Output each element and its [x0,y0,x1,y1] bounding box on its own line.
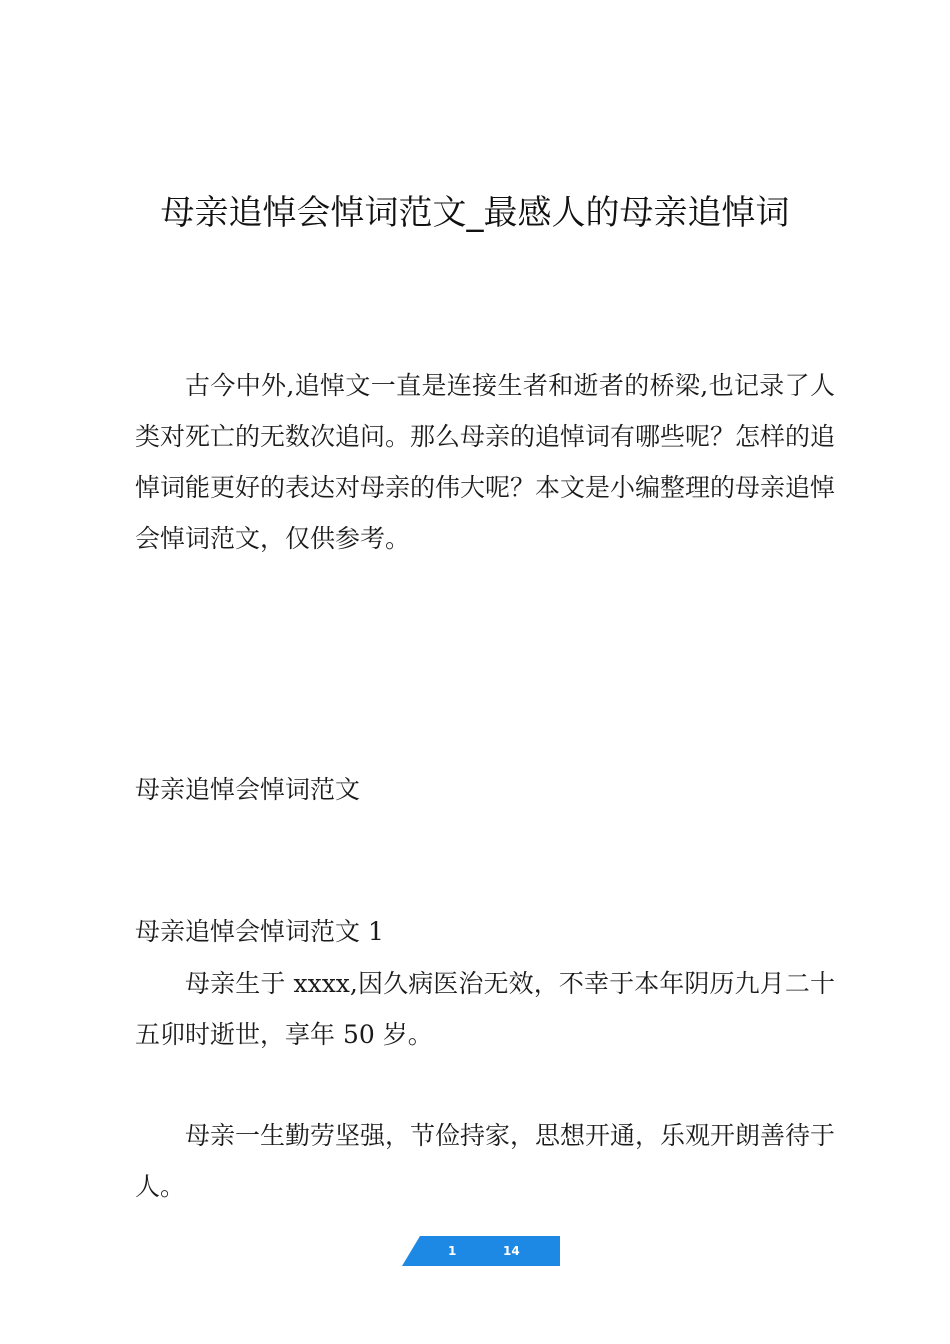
current-page-number: 1 [448,1244,457,1258]
subsection-heading: 母亲追悼会悼词范文 1 [135,917,384,946]
page-indicator [402,1236,560,1266]
body-paragraph-2: 母亲一生勤劳坚强，节俭持家，思想开通，乐观开朗善待于人。 [135,1121,836,1201]
total-pages-number: 14 [503,1244,520,1258]
intro-paragraph: 古今中外,追悼文一直是连接生者和逝者的桥梁,也记录了人类对死亡的无数次追问。那么母亲的追悼词有哪些呢？怎样的追悼词能更好的表达对母亲的伟大呢？本文是小编整理的母亲追悼会悼词范文，仅供参考。 [135,371,836,553]
page-badge-shape [402,1236,560,1266]
body-paragraph-1: 母亲生于 xxxx,因久病医治无效，不幸于本年阴历九月二十五卯时逝世，享年 50 岁。 [135,969,835,1049]
document-title: 母亲追悼会悼词范文_最感人的母亲追悼词 [160,193,790,233]
section-heading: 母亲追悼会悼词范文 [135,775,361,804]
